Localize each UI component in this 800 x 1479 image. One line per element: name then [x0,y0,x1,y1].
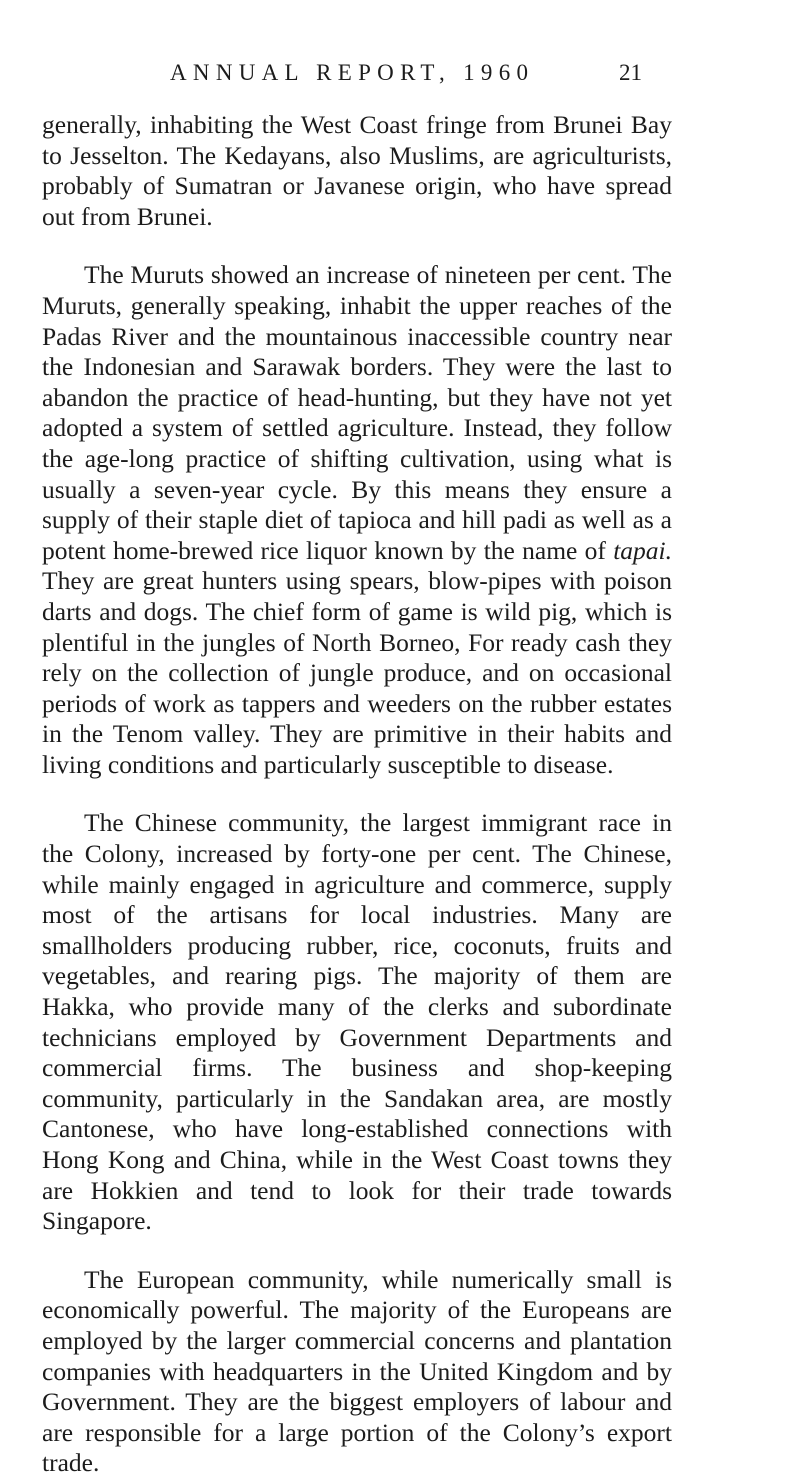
report-title: ANNUAL REPORT, 1960 [170,60,535,85]
page-number: 21 [619,60,642,85]
paragraph-2-text-start: The Muruts showed an increase of nineteen per cent. The Muruts, generally speaking, inhabit the upper reaches of the Padas River and the mountainous inaccessible country near the Indonesian and Sarawak borders. They were the last to abandon the practice of head-hunting, but they have not yet adopted a system of settled agriculture. Instead, they follow the age-long practice of shifting cultivation, using what is usually a seven-year cycle. By this means they ensure a supply of their staple diet of tapioca and hill padi as well as a potent home-brewed rice liquor known by the name of [42,260,672,565]
paragraph-1-text: generally, inhabiting the West Coast fringe from Brunei Bay to Jesselton. The Kedayans, also Muslims, are agriculturists, probably of Sumatran or Javanese origin, who have spread out from Brunei. [42,110,672,231]
paragraph-2-italic-term: tapai. [613,535,672,565]
paragraph-3 [42,808,672,1236]
paragraph-4-text: The European community, while numerically small is economically powerful. The majority of the Europeans are employed by the larger commercial concerns and plantation companies with headquarters in the United Kingdom and by Government. They are the biggest employers of labour and are responsible for a large portion of the Colony’s export trade. [42,1264,672,1478]
paragraph-2 [42,260,672,780]
paragraph-1 [42,110,672,232]
body-text [42,110,672,1479]
paragraph-2-text-end: They are great hunters using spears, blow-pipes with poison darts and dogs. The chief form of game is wild pig, which is plentiful in the jungles of North Borneo, For ready cash they rely on the collection of jungle produce, and on occasional periods of work as tappers and weeders on the rubber estates in the Tenom valley. They are primitive in their habits and living conditions and particularly susceptible to disease. [42,566,672,779]
running-header [170,60,642,94]
paragraph-4 [42,1265,672,1479]
paragraph-3-text: The Chinese community, the largest immigrant race in the Colony, increased by forty-one per cent. The Chinese, while mainly engaged in agriculture and commerce, supply most of the artisans for local industries. Many are smallholders producing rubber, rice, coconuts, fruits and vegetables, and rearing pigs. The majority of them are Hakka, who provide many of the clerks and subordinate technicians employed by Government Departments and commercial firms. The business and shop-keeping community, particularly in the Sandakan area, are mostly Cantonese, who have long-established connections with Hong Kong and China, while in the West Coast towns they are Hokkien and tend to look for their trade towards Singapore. [42,808,672,1236]
